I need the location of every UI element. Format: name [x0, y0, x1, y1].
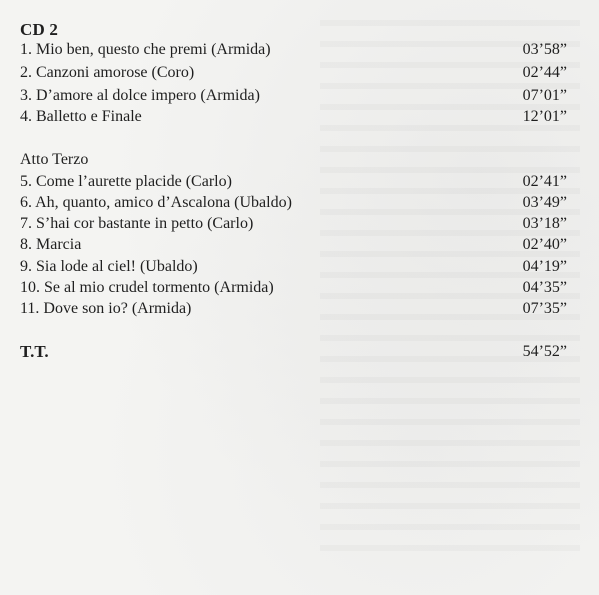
track-row [20, 235, 567, 255]
disc-heading: CD 2 [20, 20, 59, 39]
track-duration: 03’18” [522, 215, 567, 232]
track-row [20, 63, 567, 83]
track-row [20, 172, 567, 192]
track-duration: 02’41” [522, 173, 567, 190]
total-time-label: T.T. [20, 342, 49, 361]
track-title: 10. Se al mio crudel tormento (Armida) [20, 279, 274, 296]
track-row [20, 299, 567, 319]
track-duration: 12’01” [522, 108, 567, 125]
track-row [20, 40, 567, 60]
track-title: 7. S’hai cor bastante in petto (Carlo) [20, 215, 254, 232]
track-duration: 07’35” [522, 300, 567, 317]
track-duration: 03’58” [522, 41, 567, 58]
track-row [20, 107, 567, 127]
track-duration: 07’01” [522, 87, 567, 104]
track-title: 2. Canzoni amorose (Coro) [20, 64, 195, 81]
track-title: 3. D’amore al dolce impero (Armida) [20, 87, 260, 104]
track-row [20, 214, 567, 234]
track-duration: 02’44” [522, 64, 567, 81]
track-row [20, 278, 567, 298]
track-title: 11. Dove son io? (Armida) [20, 300, 192, 317]
track-title: 5. Come l’aurette placide (Carlo) [20, 173, 232, 190]
track-row [20, 193, 567, 213]
track-duration: 03’49” [522, 194, 567, 211]
track-title: 8. Marcia [20, 236, 82, 253]
track-duration: 04’19” [522, 258, 567, 275]
track-duration: 02’40” [522, 236, 567, 253]
track-row [20, 257, 567, 277]
track-title: 4. Balletto e Finale [20, 108, 142, 125]
act-heading: Atto Terzo [20, 151, 89, 168]
track-duration: 04’35” [522, 279, 567, 296]
total-time-duration: 54’52” [522, 343, 567, 360]
track-row [20, 86, 567, 106]
track-title: 9. Sia lode al ciel! (Ubaldo) [20, 258, 198, 275]
track-title: 6. Ah, quanto, amico d’Ascalona (Ubaldo) [20, 194, 292, 211]
track-title: 1. Mio ben, questo che premi (Armida) [20, 41, 271, 58]
